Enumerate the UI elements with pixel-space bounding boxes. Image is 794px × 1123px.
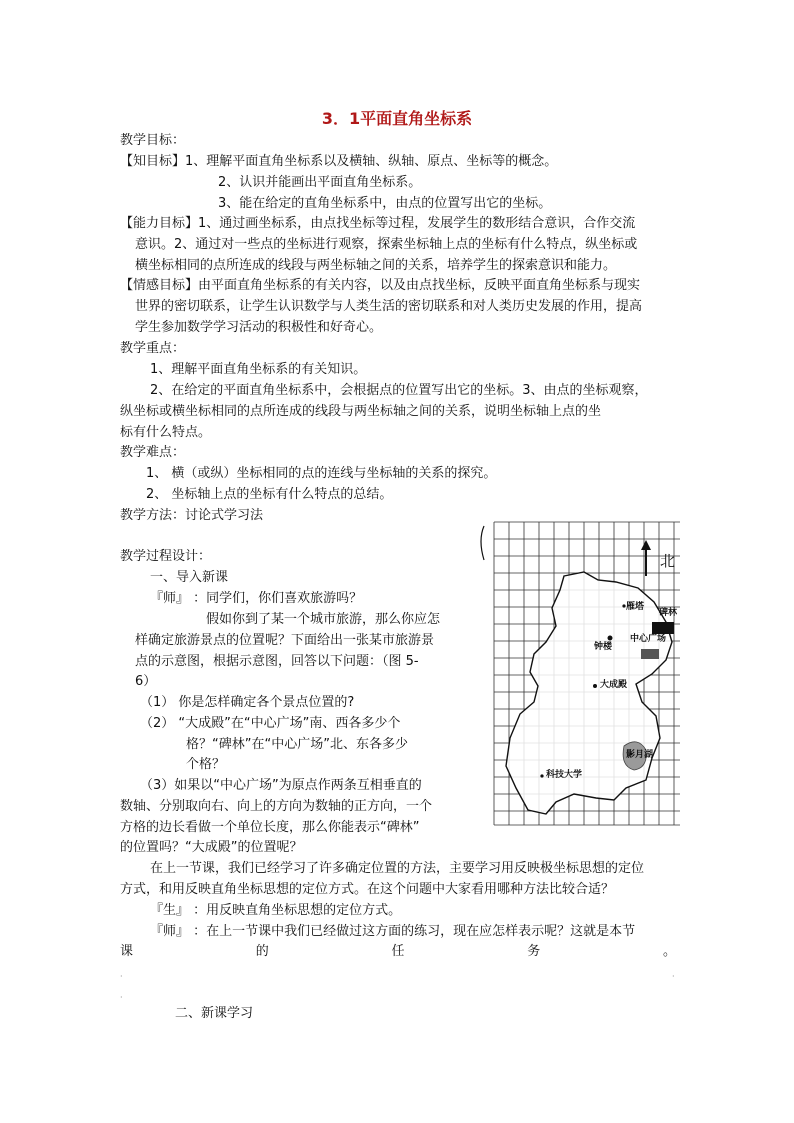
emotion-goal-2: 世界的密切联系，让学生认识数学与人类生活的密切联系和对人类历史发展的作用，提高 [135, 299, 643, 314]
zhonglou-point [608, 636, 613, 641]
key-point-3: 纵坐标或横坐标相同的点所连成的线段与两坐标轴之间的关系，说明坐标轴上点的坐 [120, 404, 602, 419]
yingyuehu-label: 影月湖 [626, 750, 654, 760]
stray-mark: · [672, 972, 675, 981]
emotion-goal-3: 学生参加数学学习活动的积极性和好奇心。 [135, 320, 383, 335]
north-label: 北 [660, 552, 676, 570]
word: 。 [662, 944, 676, 959]
question-3a: （3）如果以“中心广场”为原点作两条互相垂直的 [140, 778, 422, 793]
student-line: 『生』 ：用反映直角坐标思想的定位方式。 [150, 903, 402, 918]
question-2c: 个格？ [186, 757, 226, 772]
difficulty-1: 1、 横（或纵）坐标相同的点的连线与坐标轴的关系的探究。 [146, 466, 497, 481]
knowledge-goal-3: 3、能在给定的直角坐标系中，由点的位置写出它的坐标。 [218, 196, 552, 211]
paragraph-line-1: 在上一节课，我们已经学习了许多确定位置的方法，主要学习用反映极坐标思想的定位 [150, 861, 645, 876]
question-3b: 数轴、分别取向右、向上的方向为数轴的正方向，一个 [120, 799, 433, 814]
dachengdian-point [593, 684, 597, 688]
bracket-mark [481, 526, 484, 560]
question-3c: 方格的边长看做一个单位长度，那么你能表示“碑林” [120, 820, 420, 835]
key-point-2: 2、在给定的平面直角坐标系中，会根据点的位置写出它的坐标。3、由点的坐标观察， [150, 383, 648, 398]
word: 的 [255, 944, 269, 959]
teacher-line-7 [120, 943, 676, 961]
part1-heading: 一、导入新课 [150, 570, 229, 585]
teacher-line-4: 点的示意图，根据示意图，回答以下问题：（图 5- [135, 654, 419, 669]
yanta-label: 雁塔 [626, 602, 645, 612]
question-1: （1） 你是怎样确定各个景点位置的? [140, 695, 355, 710]
beilin-icon [652, 622, 674, 634]
center-square-icon [641, 649, 659, 659]
process-heading: 教学过程设计： [120, 549, 212, 564]
teacher-line-3: 样确定旅游景点的位置呢？下面给出一张某市旅游景 [135, 633, 435, 648]
knowledge-goal-2: 2、认识并能画出平面直角坐标系。 [218, 175, 422, 190]
map-boundary [506, 572, 672, 814]
teacher-line-2: 假如你到了某一个城市旅游，那么你应怎 [206, 612, 441, 627]
word: 课 [120, 944, 134, 959]
emotion-goal-1: 【情感目标】由平面直角坐标系的有关内容，以及由点找坐标，反映平面直角坐标系与现实 [120, 278, 641, 293]
difficulties-heading: 教学难点： [120, 445, 186, 460]
question-2a: （2） “大成殿”在“中心广场”南、西各多少个 [140, 716, 401, 731]
key-point-1: 1、理解平面直角坐标系的有关知识。 [150, 362, 367, 377]
page-title: 3．1平面直角坐标系 [321, 109, 473, 128]
question-2b: 格？“碑林”在“中心广场”北、东各多少 [186, 737, 408, 752]
keji-point [540, 774, 543, 777]
dachengdian-label: 大成殿 [600, 680, 628, 690]
difficulty-2: 2、 坐标轴上点的坐标有什么特点的总结。 [146, 487, 393, 502]
paragraph-line-2: 方式，和用反映直角坐标思想的定位方式。在这个问题中大家看用哪种方法比较合适？ [120, 882, 615, 897]
teacher-line-5: 6） [135, 674, 157, 689]
word: 任 [391, 944, 405, 959]
teacher-line-1: 『师』 ：同学们，你们喜欢旅游吗？ [150, 591, 363, 606]
knowledge-goal-1: 【知目标】1、理解平面直角坐标系以及横轴、纵轴、原点、坐标等的概念。 [120, 154, 558, 169]
beilin-label: 碑林 [659, 608, 678, 618]
part2-heading: 二、新课学习 [175, 1006, 254, 1021]
center-square-label: 中心广场 [630, 634, 667, 644]
teacher-line-6: 『师』 ：在上一节课中我们已经做过这方面的练习，现在应怎样表示呢？这就是本节 [150, 924, 636, 939]
map-svg [476, 518, 680, 828]
ability-goal-1: 【能力目标】1、通过画坐标系，由点找坐标等过程，发展学生的数形结合意识，合作交流 [120, 216, 636, 231]
ability-goal-3: 横坐标相同的点所连成的线段与两坐标轴之间的关系，培养学生的探索意识和能力。 [135, 258, 617, 273]
stray-mark: · [120, 993, 123, 1002]
city-map-figure [476, 518, 680, 828]
word: 务 [527, 944, 541, 959]
stray-mark: · [120, 972, 123, 981]
north-arrow-head [641, 540, 651, 550]
zhonglou-label: 钟楼 [594, 642, 613, 652]
key-point-4: 标有什么特点。 [120, 425, 212, 440]
ability-goal-2: 意识。2、通过对一些点的坐标进行观察，探索坐标轴上点的坐标有什么特点，纵坐标或 [135, 237, 638, 252]
teaching-method: 教学方法：讨论式学习法 [120, 508, 264, 523]
goals-heading: 教学目标： [120, 133, 186, 148]
question-3d: 的位置吗？“大成殿”的位置呢？ [120, 840, 303, 855]
keji-label: 科技大学 [546, 770, 583, 780]
key-points-heading: 教学重点： [120, 341, 186, 356]
